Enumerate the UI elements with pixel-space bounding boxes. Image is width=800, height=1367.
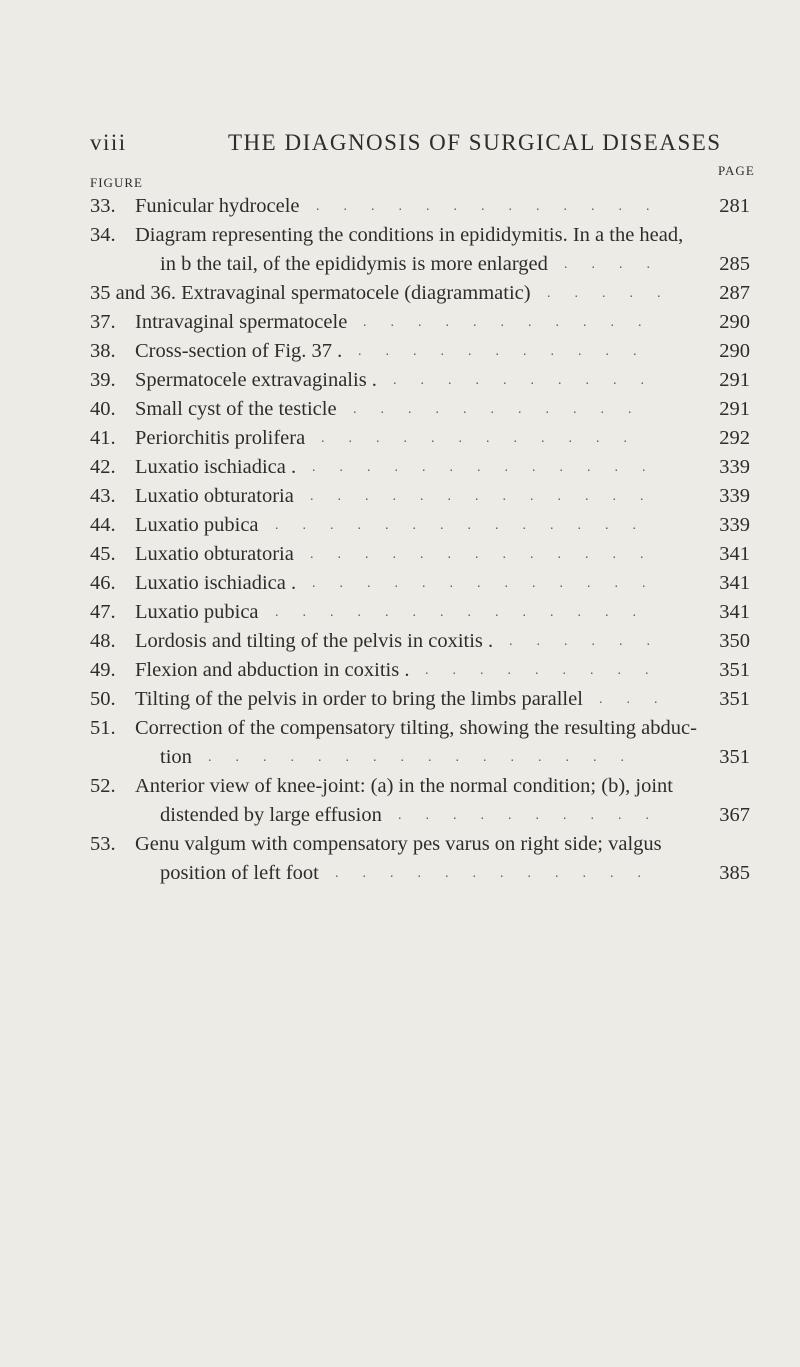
figure-caption: Tilting of the pelvis in order to bring the limbs parallel <box>135 688 583 710</box>
figure-caption: tion <box>160 746 192 768</box>
list-item <box>90 540 750 569</box>
figure-number: 48. <box>90 630 116 652</box>
dot-leader: ............ <box>321 431 651 446</box>
entry-line <box>90 714 750 743</box>
page-number: 287 <box>719 282 750 304</box>
entry-line <box>90 337 750 366</box>
dot-leader: .......... <box>398 808 673 823</box>
list-item <box>90 395 750 424</box>
entry-line <box>90 279 750 308</box>
entry-line <box>90 192 750 221</box>
page-number: 290 <box>719 340 750 362</box>
page-number: 351 <box>719 659 750 681</box>
figure-number: 44. <box>90 514 116 536</box>
figure-caption: position of left foot <box>160 862 319 884</box>
dot-leader: ............. <box>312 576 670 591</box>
entry-line <box>90 656 750 685</box>
entry-line <box>90 743 750 772</box>
entry-line <box>90 540 750 569</box>
figure-number: 53. <box>90 833 116 855</box>
figure-number: 33. <box>90 195 116 217</box>
figure-number: 40. <box>90 398 116 420</box>
page-number: 339 <box>719 485 750 507</box>
list-item <box>90 656 750 685</box>
page-column-label: PAGE <box>718 163 755 178</box>
dot-leader: ............. <box>310 489 668 504</box>
figure-number: 46. <box>90 572 116 594</box>
figure-number: 37. <box>90 311 116 333</box>
figure-caption: Luxatio pubica <box>135 514 259 536</box>
dot-leader: ............. <box>310 547 668 562</box>
dot-leader: ............ <box>335 866 665 881</box>
list-item <box>90 221 750 279</box>
entry-line <box>90 221 750 250</box>
figure-caption: Luxatio pubica <box>135 601 259 623</box>
page-number: 351 <box>719 688 750 710</box>
list-item <box>90 627 750 656</box>
list-item <box>90 279 750 308</box>
list-item <box>90 511 750 540</box>
page-number: 351 <box>719 746 750 768</box>
figure-caption: Funicular hydrocele <box>135 195 300 217</box>
entry-line <box>90 801 750 830</box>
dot-leader: ......... <box>425 663 673 678</box>
page-number: 290 <box>719 311 750 333</box>
dot-leader: ............. <box>316 199 674 214</box>
dot-leader: ... <box>599 692 682 707</box>
figure-caption: Spermatocele extravaginalis . <box>135 369 377 391</box>
list-item <box>90 308 750 337</box>
figure-caption: in b the tail, of the epididymis is more enlarged <box>160 253 548 275</box>
list-item <box>90 598 750 627</box>
figure-number: 49. <box>90 659 116 681</box>
entry-line <box>90 482 750 511</box>
book-title: THE DIAGNOSIS OF SURGICAL DISEASES <box>228 130 722 155</box>
entry-line <box>90 830 750 859</box>
entry-line <box>90 453 750 482</box>
figure-number: 51. <box>90 717 116 739</box>
dot-leader: ..... <box>547 286 685 301</box>
dot-leader: ................ <box>208 750 648 765</box>
entry-line <box>90 511 750 540</box>
figure-number: 52. <box>90 775 116 797</box>
page-number: 291 <box>719 398 750 420</box>
list-item <box>90 482 750 511</box>
figure-caption: Anterior view of knee-joint: (a) in the normal condition; (b), joint <box>135 775 673 797</box>
figure-number: 43. <box>90 485 116 507</box>
figure-caption: Luxatio obturatoria <box>135 543 294 565</box>
list-item <box>90 772 750 830</box>
page-number: 367 <box>719 804 750 826</box>
figure-caption: Intravaginal spermatocele <box>135 311 348 333</box>
figure-number: 41. <box>90 427 116 449</box>
page-number: 285 <box>719 253 750 275</box>
dot-leader: ...... <box>509 634 674 649</box>
page-number: 292 <box>719 427 750 449</box>
entry-line <box>90 308 750 337</box>
list-item <box>90 453 750 482</box>
figure-number: 45. <box>90 543 116 565</box>
dot-leader: ............. <box>312 460 670 475</box>
entry-line <box>90 627 750 656</box>
figure-caption: Luxatio obturatoria <box>135 485 294 507</box>
page-number: 341 <box>719 543 750 565</box>
figure-caption: Cross-section of Fig. 37 . <box>135 340 343 362</box>
figure-caption: Periorchitis prolifera <box>135 427 306 449</box>
figure-number: 47. <box>90 601 116 623</box>
figure-caption: Flexion and abduction in coxitis . <box>135 659 410 681</box>
page-folio: viii <box>90 130 127 155</box>
entry-line <box>90 424 750 453</box>
list-item <box>90 714 750 772</box>
figure-number: 39. <box>90 369 116 391</box>
page-number: 291 <box>719 369 750 391</box>
list-item <box>90 337 750 366</box>
dot-leader: .............. <box>275 605 660 620</box>
entry-line <box>90 598 750 627</box>
figure-number: 50. <box>90 688 116 710</box>
figure-list <box>90 192 750 888</box>
list-item <box>90 366 750 395</box>
figure-caption: Luxatio ischiadica . <box>135 456 297 478</box>
list-item <box>90 685 750 714</box>
dot-leader: ........... <box>358 344 661 359</box>
figure-caption: Genu valgum with compensatory pes varus on right side; valgus <box>135 833 662 855</box>
page-number: 385 <box>719 862 750 884</box>
entry-line <box>90 859 750 888</box>
entry-line <box>90 250 750 279</box>
entry-line <box>90 395 750 424</box>
list-item <box>90 569 750 598</box>
figure-number: 38. <box>90 340 116 362</box>
dot-leader: .............. <box>275 518 660 533</box>
dot-leader: .......... <box>393 373 668 388</box>
figure-caption: Correction of the compensatory tilting, showing the resulting abduc- <box>135 717 697 739</box>
page-number: 339 <box>719 514 750 536</box>
entry-line <box>90 569 750 598</box>
page-number: 341 <box>719 572 750 594</box>
figure-caption: Luxatio ischiadica . <box>135 572 297 594</box>
figure-caption: Diagram representing the conditions in epididymitis. In a the head, <box>135 224 684 246</box>
dot-leader: .... <box>564 257 674 272</box>
list-item <box>90 830 750 888</box>
figure-caption: 35 and 36. Extravaginal spermatocele (diagrammatic) <box>90 282 531 304</box>
entry-line <box>90 685 750 714</box>
figure-column-label: FIGURE <box>90 175 143 190</box>
figure-caption: Small cyst of the testicle <box>135 398 337 420</box>
page-number: 341 <box>719 601 750 623</box>
entry-line <box>90 772 750 801</box>
list-item <box>90 192 750 221</box>
page-number: 350 <box>719 630 750 652</box>
dot-leader: ........... <box>353 402 656 417</box>
figure-caption: Lordosis and tilting of the pelvis in coxitis . <box>135 630 494 652</box>
page-number: 339 <box>719 456 750 478</box>
page-number: 281 <box>719 195 750 217</box>
figure-number: 42. <box>90 456 116 478</box>
entry-line <box>90 366 750 395</box>
figure-number: 34. <box>90 224 116 246</box>
list-item <box>90 424 750 453</box>
figure-caption: distended by large effusion <box>160 804 382 826</box>
dot-leader: ........... <box>363 315 666 330</box>
